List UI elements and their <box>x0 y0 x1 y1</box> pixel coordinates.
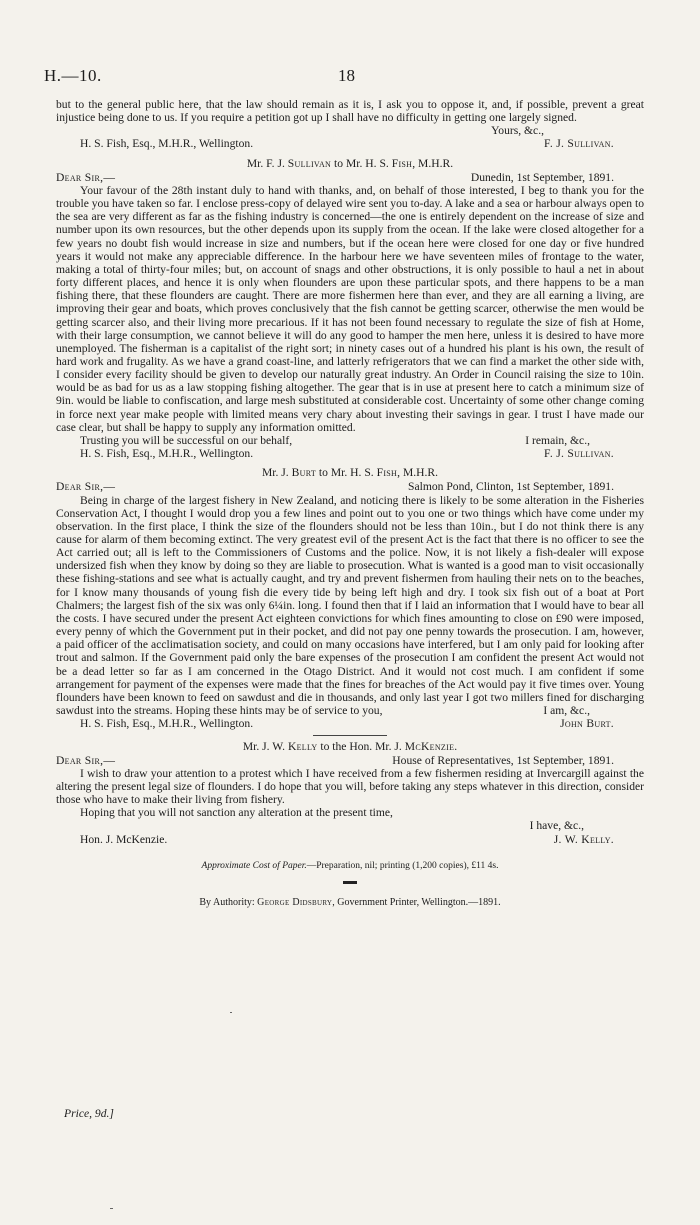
letter1-title <box>56 157 644 170</box>
letter3-addressee: Hon. J. McKenzie. <box>80 832 168 846</box>
cost-label: Approximate Cost of Paper. <box>201 860 307 871</box>
letter1-heading <box>56 171 644 184</box>
cost-note <box>56 860 644 873</box>
letter2-title-to: Fish <box>376 466 398 480</box>
letter3-closing-line: Hoping that you will not sanction any alteration at the present time, <box>80 806 393 820</box>
letter2-title-mid: to Mr. H. S. <box>316 466 377 480</box>
letter2-title-post: , M.H.R. <box>397 466 439 480</box>
intro-paragraph: but to the general public here, that the law should remain as it is, I ask you to oppose it, and, if possible, prevent a great injustice being done to us. If you require a petition got up I shall have no difficulty in getting one largely signed. <box>56 98 644 125</box>
letter1-addressee: H. S. Fish, Esq., M.H.R., Wellington. <box>80 447 254 461</box>
cost-text: —Preparation, nil; printing (1,200 copies), £11 4s. <box>306 860 499 871</box>
letter3-title-mid: to the Hon. Mr. J. <box>317 739 405 753</box>
intro-addressee: H. S. Fish, Esq., M.H.R., Wellington. <box>80 137 254 151</box>
section-divider <box>313 735 387 736</box>
letter1-title-pre: Mr. F. J. <box>246 156 288 170</box>
letter3-body: I wish to draw your attention to a protest which I have received from a few fishermen residing at Invercargill against the altering the present legal size of flounders. I do hope that you will, before taking any steps whatever in this direction, consider those who have to make their living from fishery. <box>56 766 644 807</box>
letter2-title-pre: Mr. J. <box>261 466 292 480</box>
letter1-signature: F. J. Sullivan. <box>544 447 614 461</box>
speck-mark <box>110 1208 113 1209</box>
page-body <box>56 98 644 909</box>
letter2-title <box>56 466 644 479</box>
authority-name: George Didsbury <box>257 896 333 908</box>
letter1-signature-row <box>56 447 644 460</box>
letter1-closing: I remain, &c., <box>525 433 590 447</box>
letter2-heading <box>56 480 644 493</box>
letter2-dateline: Salmon Pond, Clinton, 1st September, 1891. <box>408 480 614 494</box>
letter2-closing: I am, &c., <box>543 704 590 718</box>
letter1-body: Your favour of the 28th instant duly to hand with thanks, and, on behalf of those interested, I beg to thank you for the trouble you have taken so far. I enclose press-copy of delayed wire sent you to-day. A lake and a sea or harbour always open to the sea are very different as far as the fishing industry is concerned—the one is entirely dependent on the increase of size and number upon its own resources, but the other depends upon its supply from the ocean. If the lake were closed altogether for a few years no doubt fish would increase in size and numbers, but if the ocean here were closed for one day or five hundred years it would not make any appreciable difference. In the harbour here we have seventeen miles of frontage to the water, making a total of thirty-four miles; but, on account of snags and other obstructions, it is only possible to haul a net in about forty different places, and hence it is only when flounders are upon these particular spots, and there happens to be a man fishing there, that these flounders are caught. There are more fishermen here than ever, and they are all earning a living, are improving their gear and boats, which proves conclusively that the fish cannot be getting scarcer, otherwise the men would be getting scarcer also, and their living more precarious. If it has not been found necessary to regulate the size of fish at Home, with their large consumption, we cannot believe it will do any good to hamper the men here, unless it is desired to have more unemployed. The fisherman is a capitalist of the right sort; in ninety cases out of a hundred his plant is his own, the result of hard work and frugality. As we have a grand coast-line, and latterly refrigerators that we can find a market the other side with, I consider every facility should be given to develop our naturally great industry. An Order in Council raising the size to 10in. would be as bad for us as a law stopping fishing altogether. The gear that is in use at present here to catch a minimum size of 9in. would be liable to confiscation, and large mesh substituted at considerable cost. Uncertainty of some other change coming in force next year make people with limited means very chary about investing their savings in gear. I trust I have made our case clear, but shall be happy to supply any information omitted. <box>56 183 644 434</box>
letter3-signature-row <box>56 833 644 846</box>
letter2-salutation: Dear Sir,— <box>56 480 116 494</box>
intro-signature-row <box>56 137 644 150</box>
letter3-signature: J. W. Kelly. <box>553 832 614 846</box>
document-reference: H.—10. <box>44 66 102 85</box>
letter3-dateline: House of Representatives, 1st September, 1891. <box>392 753 614 767</box>
letter2-title-from: Burt <box>291 466 317 480</box>
letter1-salutation: Dear Sir,— <box>56 170 116 184</box>
letter3-salutation: Dear Sir,— <box>56 753 116 767</box>
intro-signature: F. J. Sullivan. <box>544 137 614 151</box>
letter1-closing-row <box>56 434 644 447</box>
letter1-dateline: Dunedin, 1st September, 1891. <box>470 170 614 184</box>
letter3-closing: I have, &c., <box>529 819 584 833</box>
speck-mark <box>230 1012 232 1013</box>
page-number: 18 <box>338 66 355 85</box>
letter3-title <box>56 740 644 753</box>
letter1-title-mid: to Mr. H. S. <box>331 156 392 170</box>
footer-dash <box>343 881 357 884</box>
letter3-heading <box>56 754 644 767</box>
letter1-closing-line: Trusting you will be successful on our behalf, <box>80 433 293 447</box>
letter3-title-from: Kelly <box>287 739 318 753</box>
letter3-title-post: . <box>454 739 458 753</box>
letter1-title-from: Sullivan <box>287 156 332 170</box>
letter3-title-to: McKenzie <box>404 739 455 753</box>
letter2-signature: John Burt. <box>560 717 614 731</box>
authority-pre: By Authority: <box>199 896 258 908</box>
intro-closing: Yours, &c., <box>491 124 544 138</box>
letter3-title-pre: Mr. J. W. <box>242 739 288 753</box>
letter2-signature-row <box>56 717 644 730</box>
price-note: Price, 9d.] <box>64 1107 114 1120</box>
letter2-addressee: H. S. Fish, Esq., M.H.R., Wellington. <box>80 717 254 731</box>
letter1-title-to: Fish <box>391 156 413 170</box>
authority-post: , Government Printer, Wellington.—1891. <box>332 896 501 908</box>
letter1-title-post: , M.H.R. <box>412 156 454 170</box>
letter2-body: Being in charge of the largest fishery in New Zealand, and noticing there is likely to be some alteration in the Fisheries Conservation Act, I thought I would drop you a few lines and point out to you one or two things which have come under my observation. In the first place, I think the size of the flounders should not be less than 10in., but I do not think there is any cause for alarm of them becoming extinct. The very greatest evil of the present Act is the fact that there is no officer to see the Act carried out; all is left to the Commissioners of Customs and the police. Now, it is not likely a fish-dealer will expose undersized fish when they know by doing so they are liable to prosecution. What is wanted is a good man to visit occasionally these fishing-stations and see what is actually caught, and try and prevent fishermen from hauling their nets on to the beaches, for I know many thousands of young fish die every tide by being left high and dry. I took six fish out of a boat at Port Chalmers; the largest fish of the six was only 6¼in. long. I found then that if I laid an information that I would have to bear all the costs. I have secured under the present Act eighteen convictions for which fines amounting to close on £90 were imposed, every penny of which the Government put in their pocket, and did not pay one penny towards the prosecution. I am, however, a paid officer of the acclimatisation society, and could on many occasions have interfered, but I am only paid for looking after trout and salmon. If the Government paid only the bare expenses of the prosecution I am confident the present Act would not be a dead letter so far as I am concerned in the Otago District. And it would not cost much. I am confident if some arrangement for payment of the expenses were made that the fines for breaches of the Act would pay it five times over. Young flounders have been known to feed on sawdust and die in thousands, and only last year I got two millers fined for discharging sawdust into the streams. Hoping these hints may be of service to you, <box>56 493 644 718</box>
printer-authority <box>56 896 644 909</box>
